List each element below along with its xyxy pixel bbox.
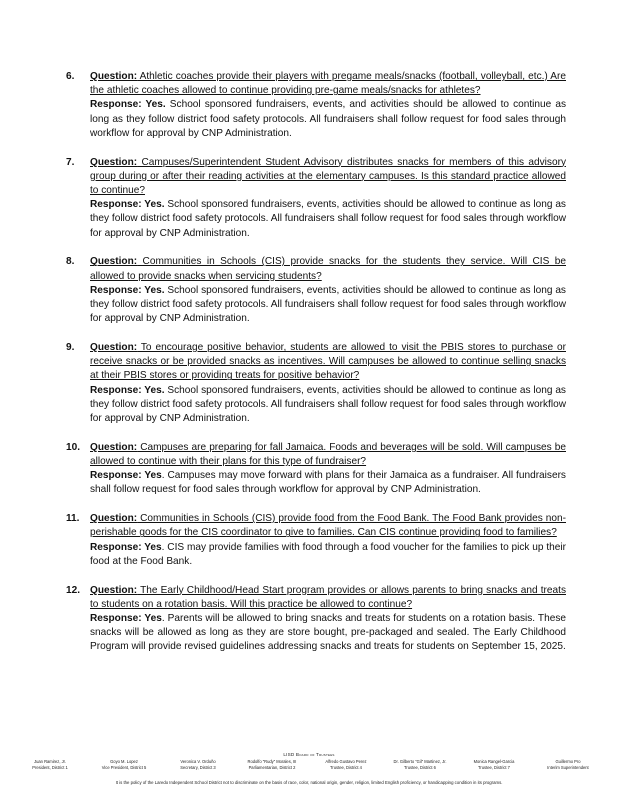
response-label: Response: Yes <box>90 470 162 482</box>
nondiscrimination-policy: It is the policy of the Laredo Independent School District not to discriminate on the basis of race, color, national origin, gender, religion, limited English proficiency, or handicapping condition in its programs. <box>115 780 503 785</box>
question-label: Question: <box>90 156 138 168</box>
question-label: Question: <box>90 256 138 268</box>
question-text <box>90 156 566 199</box>
trustee-item <box>532 759 604 771</box>
qa-item-8 <box>66 255 566 326</box>
response-body: School sponsored fundraisers, events, activities should be allowed to continue as long as they follow district food safety protocols. All fundraisers shall follow request for food sales through workflow for approval by CNP Administration. <box>90 284 566 325</box>
trustee-title: Vice President, District 5 <box>101 765 147 770</box>
question-body: Campuses are preparing for fall Jamaica. Foods and beverages will be sold. Will campuses be allowed to continue with their plans for this type of fundraiser? <box>90 441 566 468</box>
item-number: 6. <box>66 71 75 82</box>
qa-item-6 <box>66 70 566 141</box>
trustee-title: Interim Superintendent <box>547 765 589 770</box>
trustee-item <box>458 759 530 771</box>
item-number: 11. <box>66 513 80 525</box>
qa-item-10 <box>66 441 566 498</box>
response-body: . Parents will be allowed to bring snacks and treats for students on a rotation basis. These snacks will be allowed as long as they are store bought, pre-packaged and sealed. The Early Childhood Program will provide revised guidelines addressing snacks and treats for students on September 15, 2025. <box>90 613 566 653</box>
trustee-name: Guillermo Pro <box>555 759 581 764</box>
response-text <box>90 469 566 497</box>
question-body: Communities in Schools (CIS) provide snacks for the students they service. Will CIS be allowed to provide snacks when servicing students? <box>90 256 566 282</box>
trustee-title: Secretary, District 3 <box>180 765 216 770</box>
question-label: Question: <box>90 441 138 453</box>
question-body: Campuses/Superintendent Student Advisory distributes snacks for members of this advisory group during or after their reading activities at the elementary campuses. Is this standard practice allowed to continue? <box>90 156 566 197</box>
trustee-name: Veronica V. Orduño <box>180 759 216 764</box>
question-label: Question: <box>90 513 138 525</box>
trustee-name: Goyo M. Lopez <box>110 759 138 764</box>
item-number: 9. <box>66 342 75 354</box>
question-text <box>90 255 566 283</box>
question-body: Athletic coaches provide their players with pregame meals/snacks (football, volleyball, etc.) Are the athletic coaches allowed to continue providing pre-game meals/snacks for athletes? <box>90 71 566 97</box>
trustee-item <box>384 759 456 771</box>
question-text <box>90 584 566 612</box>
question-list <box>66 70 566 669</box>
response-text <box>90 198 566 241</box>
item-number: 8. <box>66 256 75 268</box>
response-text <box>90 284 566 327</box>
trustee-item <box>14 759 86 771</box>
trustee-title: Trustee, District 7 <box>478 765 510 770</box>
qa-item-12 <box>66 584 566 655</box>
question-text <box>90 341 566 384</box>
question-body: The Early Childhood/Head Start program provides or allows parents to bring snacks and treats to students on a rotation basis. Will this practice be allowed to continue? <box>90 584 566 610</box>
trustee-title: President, District 1 <box>32 765 68 770</box>
question-label: Question: <box>90 342 138 354</box>
trustee-title: Parliamentarian, District 2 <box>248 765 296 770</box>
question-body: To encourage positive behavior, students are allowed to visit the PBIS stores to purchase or receive snacks or be provided snacks as incentives. Will campuses be allowed to continue selling snacks at their PBIS stores or providing treats for positive behavior? <box>90 342 566 382</box>
trustee-title: Trustee, District 4 <box>330 765 362 770</box>
response-text <box>90 612 566 655</box>
trustee-item <box>236 759 308 771</box>
response-body: School sponsored fundraisers, events, activities should be allowed to continue as long as they follow district food safety protocols. All fundraisers shall follow request for food sales through workflow for approval by CNP Administration. <box>90 199 566 239</box>
trustee-name: Alfredo Gustavo Perez <box>325 759 367 764</box>
trustee-item <box>162 759 234 771</box>
trustee-list <box>14 759 604 771</box>
trustee-name: Monica Rangel-Garcia <box>473 759 515 764</box>
response-label: Response: Yes <box>90 541 162 553</box>
question-text <box>90 512 566 540</box>
item-number: 10. <box>66 441 81 453</box>
response-body: . Campuses may move forward with plans for their Jamaica as a fundraiser. All fundraisers shall follow request for food sales through workflow for approval by CNP Administration. <box>90 470 566 496</box>
response-text <box>90 541 566 569</box>
response-text <box>90 384 566 427</box>
response-body: School sponsored fundraisers, events, activities should be allowed to continue as long as they follow district food safety protocols. All fundraisers shall follow request for food sales through workflow for approval by CNP Administration. <box>90 384 566 425</box>
response-label: Response: Yes. <box>90 99 166 111</box>
response-body: . CIS may provide families with food through a food voucher for the families to pick up their food at the Food Bank. <box>90 541 566 567</box>
question-text <box>90 70 566 98</box>
response-label: Response: Yes. <box>90 284 165 296</box>
response-label: Response: Yes. <box>90 199 165 211</box>
trustee-item <box>310 759 382 771</box>
question-text <box>90 441 566 469</box>
trustee-item <box>88 759 160 771</box>
response-label: Response: Yes <box>90 613 162 625</box>
qa-item-11 <box>66 512 566 569</box>
response-text <box>90 98 566 141</box>
item-number: 7. <box>66 156 75 168</box>
qa-item-7 <box>66 156 566 241</box>
question-label: Question: <box>90 71 138 82</box>
item-number: 12. <box>66 584 81 596</box>
trustee-name: Dr. Gilberto “Gil” Martinez, Jr. <box>393 759 447 764</box>
question-body: Communities in Schools (CIS) provide food from the Food Bank. The Food Bank provides non-perishable goods for the CIS coordinator to give to families. Can CIS continue providing food to families? <box>90 513 566 539</box>
response-body: School sponsored fundraisers, events, and activities should be allowed to continue as long as they follow district food safety protocols. All fundraisers shall follow request for food sales through workflow for approval by CNP Administration. <box>90 99 566 139</box>
trustee-name: Juan Ramirez, Jr. <box>34 759 66 764</box>
trustee-name: Rodolfo “Rudy” Morales, III <box>247 759 297 764</box>
trustee-title: Trustee, District 6 <box>404 765 436 770</box>
response-label: Response: Yes. <box>90 384 165 396</box>
qa-item-9 <box>66 341 566 426</box>
board-title: LISD Board of Trustees <box>283 752 335 757</box>
question-label: Question: <box>90 584 138 596</box>
